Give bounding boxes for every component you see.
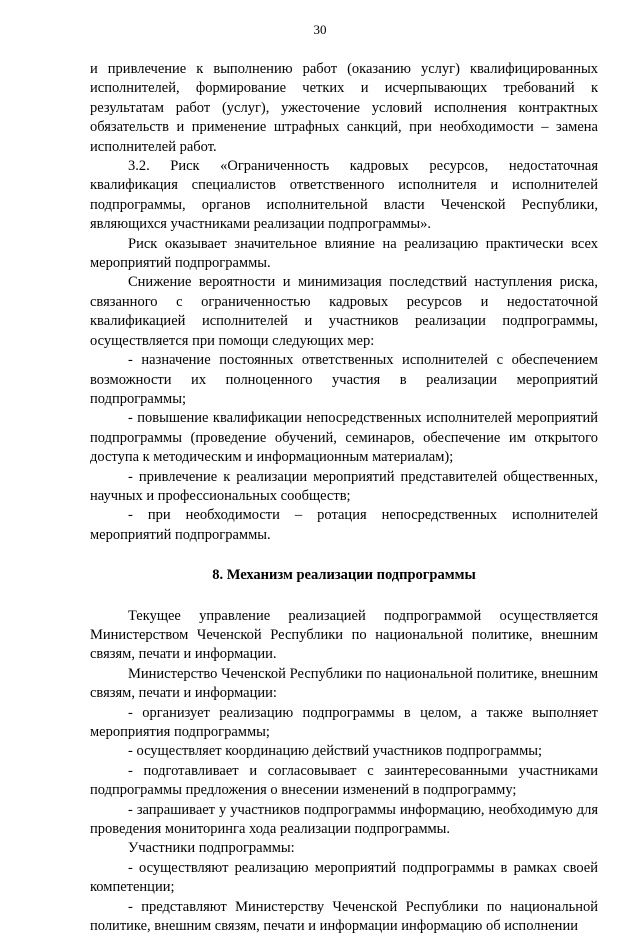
paragraph: Текущее управление реализацией подпрограммой осуществляется Министерством Чеченской Республики по национальной политике, внешним связям, печати и информации. [90,607,598,663]
paragraph: Риск оказывает значительное влияние на реализацию практически всех мероприятий подпрограммы. [90,235,598,272]
list-item: - назначение постоянных ответственных исполнителей с обеспечением возможности их полноценного участия в реализации мероприятий подпрограммы; [90,352,598,407]
list-item: - подготавливает и согласовывает с заинтересованными участниками подпрограммы предложения о внесении изменений в подпрограмму; [90,762,598,799]
paragraph: Участники подпрограммы: [128,840,295,857]
list-item: - запрашивает у участников подпрограммы информацию, необходимую для проведения мониторинга хода реализации подпрограммы. [90,801,598,838]
page-number: 30 [313,22,327,37]
list-item: - осуществляет координацию действий участников подпрограммы; [128,743,543,760]
paragraph: 3.2. Риск «Ограниченность кадровых ресурсов, недостаточная квалификация специалистов ответственного исполнителя и исполнителей подпрограммы, органов исполнительной власти Чеченской Республики, являющихся участниками реализации подпрограммы». [90,158,598,233]
paragraph: Снижение вероятности и минимизация последствий наступления риска, связанного с ограниченностью кадровых ресурсов и недостаточной квалификацией исполнителей и участников реализации подпрограммы, осуществляется при помощи следующих мер: [90,274,598,349]
page-body [90,60,598,936]
paragraph: и привлечение к выполнению работ (оказанию услуг) квалифицированных исполнителей, формирование четких и исчерпывающих требований к результатам работ (услуг), ужесточение условий исполнения контрактных обязательств и применение штрафных санкций, при необходимости – замена исполнителей работ. [90,61,598,155]
list-item: - привлечение к реализации мероприятий представителей общественных, научных и профессиональных сообществ; [90,468,598,504]
list-item: - повышение квалификации непосредственных исполнителей мероприятий подпрограммы (проведение обучений, семинаров, обеспечение им открытого доступа к методическим и информационным материалам); [90,410,598,466]
list-item: - организует реализацию подпрограммы в целом, а также выполняет мероприятия подпрограммы; [90,704,598,740]
paragraph: Министерство Чеченской Республики по национальной политике, внешним связям, печати и информации: [90,665,598,702]
list-item: - осуществляют реализацию мероприятий подпрограммы в рамках своей компетенции; [90,859,598,896]
section-heading: 8. Механизм реализации подпрограммы [212,567,476,584]
list-item: - при необходимости – ротация непосредственных исполнителей мероприятий подпрограммы. [90,507,598,543]
list-item: - представляют Министерству Чеченской Республики по национальной политике, внешним связям, печати и информации информацию об исполнении [90,898,598,935]
